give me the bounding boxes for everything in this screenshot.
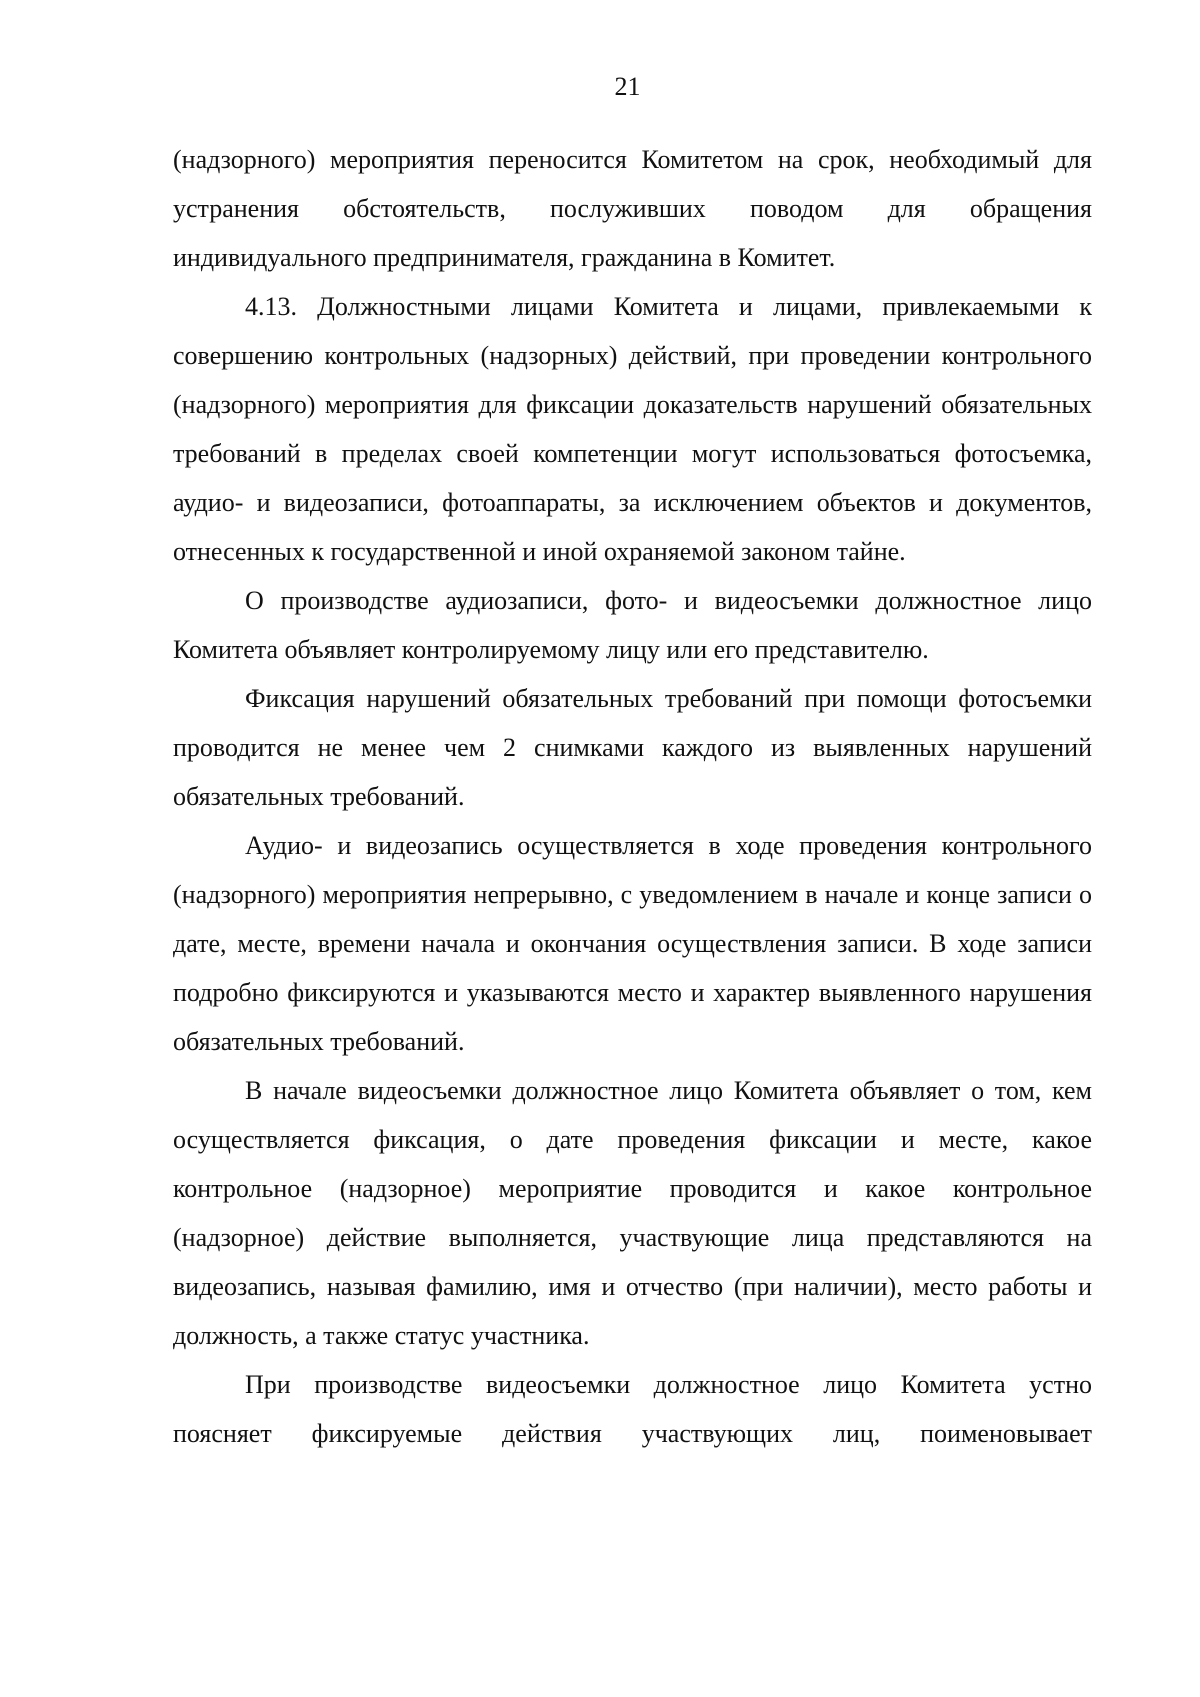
paragraph-photo-fixation: Фиксация нарушений обязательных требований при помощи фотосъемки проводится не менее чем 2 снимками каждого из выявленных нарушений обязательных требований. (173, 684, 1092, 811)
document-body (173, 135, 1092, 1458)
paragraph-video-explanation: При производстве видеосъемки должностное лицо Комитета устно поясняет фиксируемые действия участвующих лиц, поименовывает (173, 1370, 1092, 1448)
paragraph-continuation: (надзорного) мероприятия переносится Комитетом на срок, необходимый для устранения обстоятельств, послуживших поводом для обращения индивидуального предпринимателя, гражданина в Комитет. (173, 145, 1092, 272)
paragraph-audio-video-recording: Аудио- и видеозапись осуществляется в ходе проведения контрольного (надзорного) мероприятия непрерывно, с уведомлением в начале и конце записи о дате, месте, времени начала и окончания осуществления записи. В ходе записи подробно фиксируются и указываются место и характер выявленного нарушения обязательных требований. (173, 831, 1092, 1056)
paragraph-4-13: 4.13. Должностными лицами Комитета и лицами, привлекаемыми к совершению контрольных (надзорных) действий, при проведении контрольного (надзорного) мероприятия для фиксации доказательств нарушений обязательных требований в пределах своей компетенции могут использоваться фотосъемка, аудио- и видеозаписи, фотоаппараты, за исключением объектов и документов, отнесенных к государственной и иной охраняемой законом тайне. (173, 292, 1092, 566)
paragraph-recording-notice: О производстве аудиозаписи, фото- и видеосъемки должностное лицо Комитета объявляет контролируемому лицу или его представителю. (173, 586, 1092, 664)
paragraph-video-start: В начале видеосъемки должностное лицо Комитета объявляет о том, кем осуществляется фиксация, о дате проведения фиксации и месте, какое контрольное (надзорное) мероприятие проводится и какое контрольное (надзорное) действие выполняется, участвующие лица представляются на видеозапись, называя фамилию, имя и отчество (при наличии), место работы и должность, а также статус участника. (173, 1076, 1092, 1350)
page-number: 21 (614, 72, 641, 101)
